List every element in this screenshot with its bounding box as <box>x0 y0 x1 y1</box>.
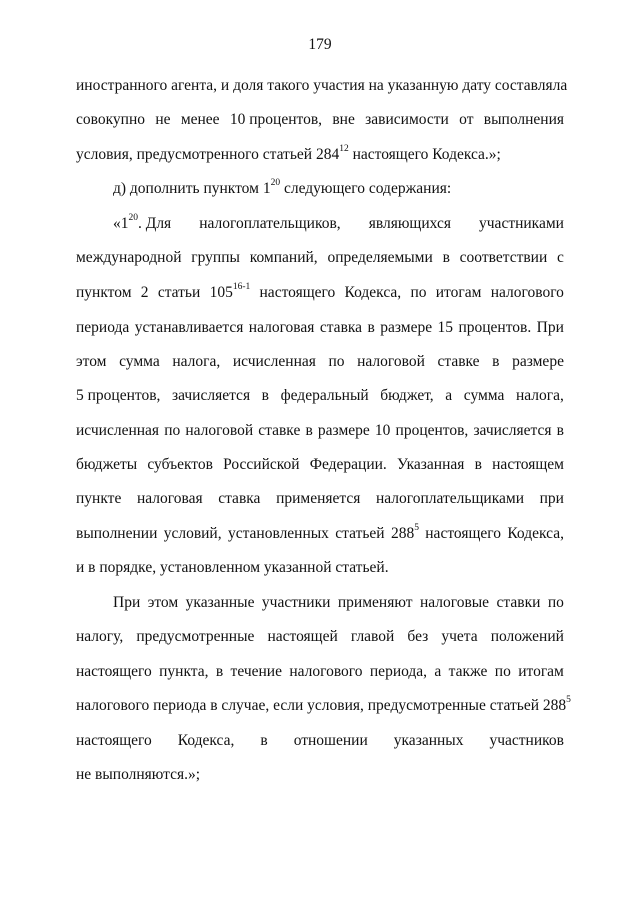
text-line <box>76 455 564 475</box>
text-line <box>76 731 564 751</box>
superscript: 16-1 <box>232 281 251 292</box>
text-word: в <box>215 663 224 680</box>
text-word: применяется <box>276 490 361 507</box>
text-word: исчисленная <box>76 422 160 439</box>
text-line <box>113 179 564 199</box>
page-number: 179 <box>308 36 332 53</box>
text-word: зачисляется <box>473 422 552 439</box>
text-word: 15 <box>437 319 454 336</box>
text-line <box>76 283 564 303</box>
text-word: положений <box>490 628 564 645</box>
text-word: по <box>328 353 345 370</box>
text-word: налога, <box>515 387 564 404</box>
text-word: с <box>557 249 564 266</box>
text-word: компаний, <box>249 249 318 266</box>
text-word: по <box>164 422 181 439</box>
text-line <box>76 421 564 441</box>
text-word: условий, <box>163 525 222 542</box>
text-segment: иностранного агента, и доля такого участия на указанную дату составляла <box>76 77 568 94</box>
text-word: налоговая <box>136 490 203 507</box>
text-word: определяемыми <box>327 249 433 266</box>
text-word: налогового <box>289 663 363 680</box>
text-word: ставка <box>319 319 363 336</box>
text-word: сумма <box>119 353 160 370</box>
text-word: течение <box>230 663 282 680</box>
text-word: в <box>367 319 375 336</box>
text-word: а <box>434 663 442 680</box>
text-word: итогам <box>435 284 482 301</box>
text-word: налогового <box>490 284 564 301</box>
text-word: Указанная <box>397 456 465 473</box>
text-segment <box>391 524 419 544</box>
text-segment: следующего содержания: <box>280 180 452 197</box>
text-word: в <box>474 456 482 473</box>
text-line <box>76 627 564 647</box>
superscript: 5 <box>566 694 571 705</box>
text-word: налогоплательщиками <box>376 490 524 507</box>
text-word: зачисляется <box>172 387 251 404</box>
text-segment: налогового периода в случае, если условия, предусмотренные статьей 288 <box>76 697 567 714</box>
text-word: пункта, <box>159 663 209 680</box>
text-word: менее <box>180 111 220 128</box>
text-word: настоящего <box>259 284 336 301</box>
text-word: налоговая <box>248 319 315 336</box>
text-word: При <box>113 594 141 611</box>
text-word: международной <box>76 249 182 266</box>
text-word: от <box>459 111 474 128</box>
text-word: также <box>448 663 488 680</box>
text-word: в <box>260 732 268 749</box>
text-word: бюджет, <box>380 387 434 404</box>
text-word: в <box>492 353 500 370</box>
text-word: пунктом <box>76 284 132 301</box>
text-segment: . Для <box>138 215 172 232</box>
text-word: налоговые <box>419 594 490 611</box>
superscript: 20 <box>128 212 138 223</box>
text-word: 288 <box>390 525 415 542</box>
text-word: в <box>442 249 450 266</box>
text-word: указанные <box>185 594 255 611</box>
text-word: в <box>261 387 269 404</box>
text-word: 5 процентов, <box>76 387 161 404</box>
text-line <box>76 558 564 578</box>
text-segment <box>210 283 251 303</box>
text-line <box>76 489 564 509</box>
text-word: процентов, <box>395 422 469 439</box>
text-word: ставке <box>258 422 301 439</box>
text-word: Российской <box>223 456 300 473</box>
text-line <box>113 214 564 234</box>
text-word: по <box>410 284 427 301</box>
text-word: налогоплательщиков, <box>199 215 341 232</box>
text-word: размере <box>512 353 564 370</box>
text-word: соответствии <box>459 249 548 266</box>
text-word: этом <box>147 594 179 611</box>
text-word: участники <box>261 594 331 611</box>
text-line <box>76 145 564 165</box>
superscript: 5 <box>414 522 419 533</box>
text-line <box>113 593 564 613</box>
text-word: выполнении <box>76 525 158 542</box>
text-word: Кодекса, <box>507 525 564 542</box>
text-word: по <box>547 594 564 611</box>
text-word: ставка <box>218 490 261 507</box>
text-word: зависимости <box>365 111 449 128</box>
text-word: налоговой <box>357 353 425 370</box>
text-word: Кодекса, <box>177 732 235 749</box>
text-word: сумма <box>463 387 505 404</box>
text-line <box>76 76 568 96</box>
text-segment <box>113 214 171 234</box>
text-word: размере <box>317 422 370 439</box>
text-line <box>76 662 564 682</box>
text-word: процентов. <box>458 319 532 336</box>
text-line <box>76 248 564 268</box>
text-word: предусмотренные <box>136 628 255 645</box>
text-word: пункте <box>76 490 122 507</box>
text-word: бюджеты <box>76 456 138 473</box>
text-word: итогам <box>518 663 564 680</box>
text-word: При <box>536 319 564 336</box>
text-word: настоящего <box>76 732 152 749</box>
text-line <box>76 110 564 130</box>
text-word: применяют <box>337 594 413 611</box>
text-line <box>76 318 564 338</box>
text-word: исчисленная <box>232 353 316 370</box>
text-segment: д) дополнить пунктом 1 <box>113 180 271 197</box>
text-word: вне <box>332 111 355 128</box>
text-word: участников <box>489 732 564 749</box>
text-word: субъектов <box>147 456 213 473</box>
text-word: настоящей <box>267 628 338 645</box>
text-word: налога, <box>172 353 221 370</box>
text-word: 105 <box>209 284 233 301</box>
text-word: 10 <box>374 422 391 439</box>
text-word: установленных <box>227 525 329 542</box>
text-segment: условия, предусмотренного статьей 284 <box>76 146 340 163</box>
text-word: 2 <box>140 284 149 301</box>
text-word: участниками <box>479 215 564 232</box>
text-segment: «1 <box>113 215 129 232</box>
text-word: настоящего <box>425 525 502 542</box>
text-word: а <box>445 387 453 404</box>
text-line <box>76 765 564 785</box>
text-word: налогу, <box>76 628 124 645</box>
text-word: настоящего <box>76 663 152 680</box>
text-word: без <box>407 628 429 645</box>
text-word: периода, <box>369 663 428 680</box>
text-word: в <box>556 422 564 439</box>
text-word: ставки <box>496 594 541 611</box>
superscript: 12 <box>339 143 349 154</box>
text-word: не <box>155 111 171 128</box>
text-word: федеральный <box>280 387 369 404</box>
text-line <box>76 352 564 372</box>
text-word: Кодекса, <box>344 284 402 301</box>
text-word: настоящем <box>492 456 564 473</box>
text-word: главой <box>350 628 395 645</box>
text-word: отношении <box>293 732 368 749</box>
text-segment: настоящего Кодекса.»; <box>348 146 501 163</box>
superscript: 20 <box>270 177 281 188</box>
text-word: размере <box>380 319 433 336</box>
text-word: Федерации. <box>309 456 387 473</box>
text-word: ставке <box>437 353 480 370</box>
text-line <box>76 694 571 716</box>
text-word: статьей <box>335 525 385 542</box>
text-word: являющихся <box>368 215 451 232</box>
text-line <box>76 386 564 406</box>
text-segment: не выполняются.»; <box>76 766 201 783</box>
text-word: по <box>494 663 511 680</box>
text-word: устанавливается <box>134 319 244 336</box>
text-word: периода <box>76 319 130 336</box>
text-word: учета <box>441 628 478 645</box>
text-word: статьи <box>157 284 201 301</box>
text-line <box>76 524 564 544</box>
text-word: этом <box>76 353 107 370</box>
text-word: при <box>539 490 564 507</box>
text-word: указанных <box>393 732 464 749</box>
text-word: совокупно <box>76 111 145 128</box>
text-segment: и в порядке, установленном указанной статьей. <box>76 559 389 576</box>
text-word: налоговой <box>185 422 254 439</box>
text-word: выполнения <box>483 111 564 128</box>
text-word: в <box>305 422 313 439</box>
text-word: 10 процентов, <box>229 111 323 128</box>
text-word: группы <box>191 249 240 266</box>
